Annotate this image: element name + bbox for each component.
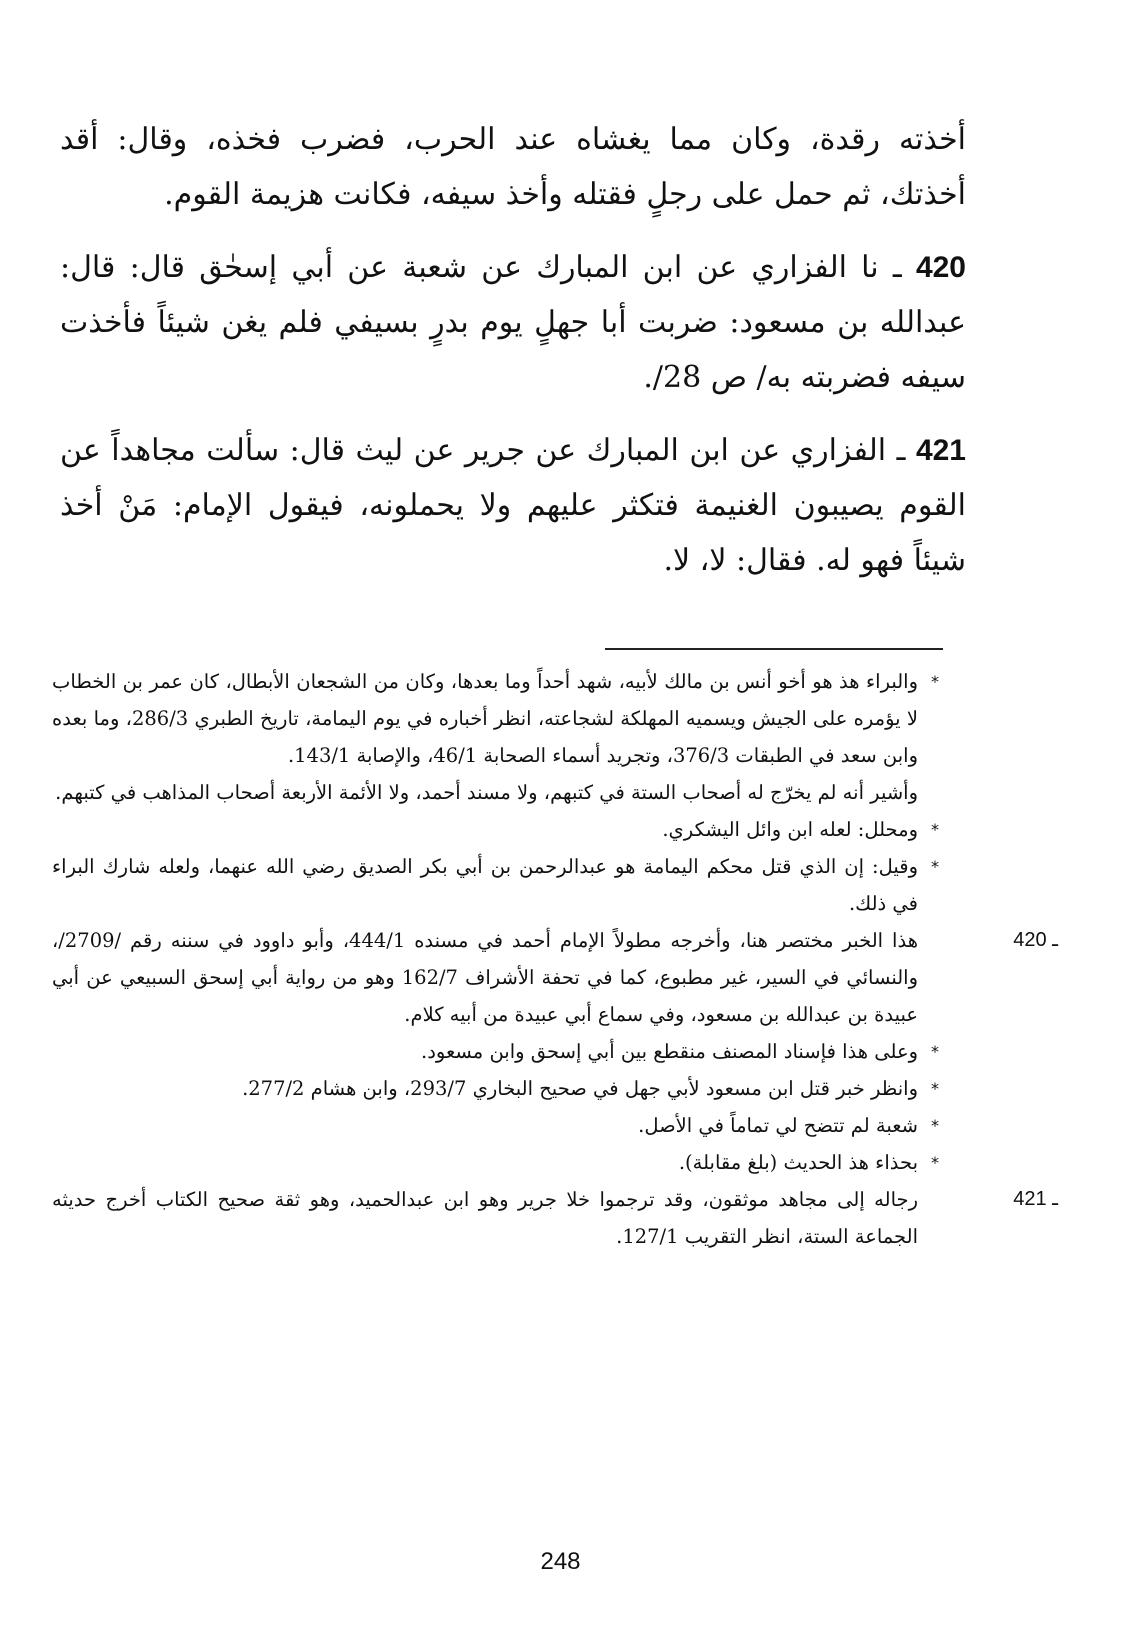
asterisk-marker: * xyxy=(931,857,939,876)
asterisk-marker: * xyxy=(931,1042,939,1061)
page-number: 248 xyxy=(540,1548,581,1575)
footnote-item xyxy=(52,811,946,848)
hadith-text: ـ نا الفزاري عن ابن المبارك عن شعبة عن أبي إسحٰق قال: قال: عبدالله بن مسعود: ضربت أبا جهلٍ يوم بدرٍ بسيفي فلم يغن شيئاً فأخذت سيفه فضربته به/ ص 28/. xyxy=(60,250,966,395)
footnote-text: وقيل: إن الذي قتل محكم اليمامة هو عبدالرحمن بن أبي بكر الصديق رضي الله عنهما، ولعله شارك البراء في ذلك. xyxy=(52,855,918,915)
hadith-number: 421 xyxy=(915,434,966,467)
hadith-text: ـ الفزاري عن ابن المبارك عن جرير عن ليث قال: سألت مجاهداً عن القوم يصيبون الغنيمة فتكثر عليهم ولا يحملونه، فيقول الإمام: مَنْ أخذ شيئاً فهو له. فقال: لا، لا. xyxy=(60,433,966,578)
footnote-text: رجاله إلى مجاهد موثقون، وقد ترجموا خلا جرير وهو ابن عبدالحميد، وهو ثقة صحيح الكتاب أخرج حديثه الجماعة الستة، انظر التقريب 127/1. xyxy=(52,1188,918,1248)
footnote-number: 421 ـ xyxy=(1013,1188,1058,1210)
footnote-text: وعلى هذا فإسناد المصنف منقطع بين أبي إسحق وابن مسعود. xyxy=(421,1040,918,1063)
paragraph-continuation xyxy=(60,112,966,222)
footnote-text: بحذاء هذ الحديث (بلغ مقابلة). xyxy=(678,1151,918,1174)
asterisk-marker: * xyxy=(931,1116,939,1135)
main-text xyxy=(60,112,966,606)
hadith-number: 420 xyxy=(915,251,966,284)
footnote-item xyxy=(52,774,946,811)
footnote-item xyxy=(52,1107,946,1144)
asterisk-marker: * xyxy=(931,1079,939,1098)
hadith-421 xyxy=(60,423,966,588)
footnote-item xyxy=(52,1144,946,1181)
asterisk-marker: * xyxy=(931,820,939,839)
asterisk-marker: * xyxy=(931,672,939,691)
footnote-420 xyxy=(52,922,1058,1033)
footnotes xyxy=(52,663,1058,1255)
footnote-item xyxy=(52,848,946,922)
footnote-text: هذا الخبر مختصر هنا، وأخرجه مطولاً الإمام أحمد في مسنده 444/1، وأبو داوود في سننه رقم /2709/، والنسائي في السير، غير مطبوع، كما في تحفة الأشراف 162/7 وهو من رواية أبي إسحق السبيعي عن أبي عبيدة بن عبدالله بن مسعود، وفي سماع أبي عبيدة من أبيه كلام. xyxy=(52,929,918,1026)
footnote-text: وأشير أنه لم يخرّج له أصحاب الستة في كتبهم، ولا مسند أحمد، ولا الأئمة الأربعة أصحاب المذاهب في كتبهم. xyxy=(55,781,918,804)
hadith-420 xyxy=(60,240,966,405)
footnote-separator xyxy=(605,648,943,650)
footnote-421 xyxy=(52,1181,1058,1255)
footnote-item xyxy=(52,1033,946,1070)
footnote-item xyxy=(52,1070,946,1107)
footnote-item xyxy=(52,663,946,774)
footnote-text: شعبة لم تتضح لي تماماً في الأصل. xyxy=(638,1114,918,1137)
footnote-text: وانظر خبر قتل ابن مسعود لأبي جهل في صحيح البخاري 293/7، وابن هشام 277/2. xyxy=(242,1077,918,1100)
asterisk-marker: * xyxy=(931,1153,939,1172)
footnote-text: والبراء هذ هو أخو أنس بن مالك لأبيه، شهد أحداً وما بعدها، وكان من الشجعان الأبطال، كان عمر بن الخطاب لا يؤمره على الجيش ويسميه المهلكة لشجاعته، انظر أخباره في يوم اليمامة، تاريخ الطبري 286/3، وما بعده وابن سعد في الطبقات 376/3، وتجريد أسماء الصحابة 46/1، والإصابة 143/1. xyxy=(52,670,918,767)
footnote-number: 420 ـ xyxy=(1013,929,1058,951)
paragraph-text: أخذته رقدة، وكان مما يغشاه عند الحرب، فضرب فخذه، وقال: أقد أخذتك، ثم حمل على رجلٍ فقتله وأخذ سيفه، فكانت هزيمة القوم. xyxy=(60,122,966,212)
footnote-text: ومحلل: لعله ابن وائل اليشكري. xyxy=(662,818,918,841)
